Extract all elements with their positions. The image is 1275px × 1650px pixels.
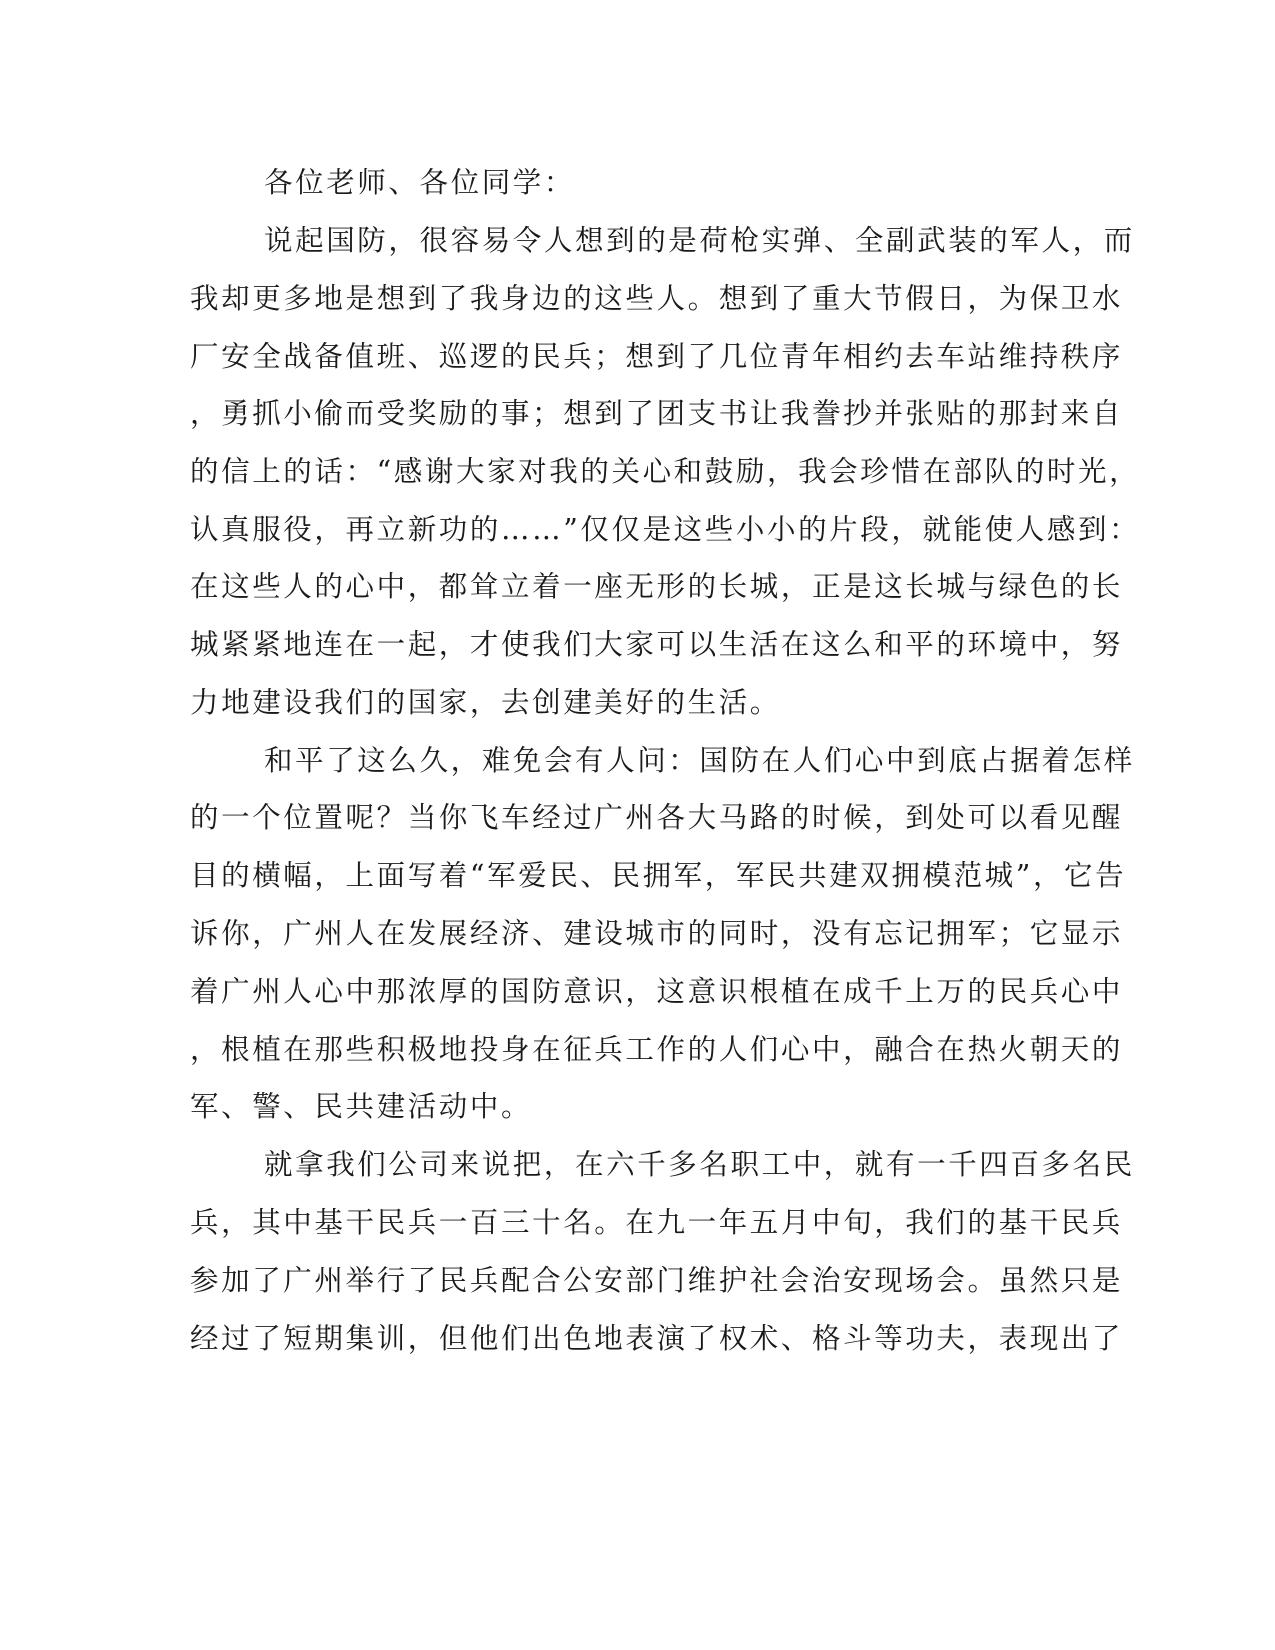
- paragraph-1-line-5: 的信上的话：“感谢大家对我的关心和鼓励，我会珍惜在部队的时光，: [190, 455, 1141, 488]
- paragraph-1-line-9: 力地建设我们的国家，去创建美好的生活。: [190, 686, 781, 719]
- paragraph-2-line-2: 的一个位置呢？当你飞车经过广州各大马路的时候，到处可以看见醒: [190, 801, 1124, 834]
- paragraph-3-line-1: 就拿我们公司来说把，在六千多名职工中，就有一千四百多名民: [264, 1148, 1135, 1181]
- paragraph-2-line-4: 诉你，广州人在发展经济、建设城市的同时，没有忘记拥军；它显示: [190, 917, 1124, 950]
- paragraph-2-line-6: ，根植在那些积极地投身在征兵工作的人们心中，融合在热火朝天的: [190, 1033, 1124, 1066]
- paragraph-1-line-3: 厂安全战备值班、巡逻的民兵；想到了几位青年相约去车站维持秩序: [190, 340, 1124, 373]
- paragraph-2-line-5: 着广州人心中那浓厚的国防意识，这意识根植在成千上万的民兵心中: [190, 975, 1124, 1008]
- paragraph-3-line-4: 经过了短期集训，但他们出色地表演了权术、格斗等功夫，表现出了: [190, 1322, 1124, 1355]
- paragraph-2-line-3: 目的横幅，上面写着“军爱民、民拥军，军民共建双拥模范城”，它告: [190, 859, 1127, 892]
- paragraph-1-line-8: 城紧紧地连在一起，才使我们大家可以生活在这么和平的环境中，努: [190, 628, 1124, 661]
- paragraph-3-line-2: 兵，其中基干民兵一百三十名。在九一年五月中旬，我们的基干民兵: [190, 1206, 1124, 1239]
- paragraph-1-line-6: 认真服役，再立新功的……”仅仅是这些小小的片段，就能使人感到：: [190, 513, 1141, 546]
- salutation: 各位老师、各位同学：: [264, 166, 576, 199]
- paragraph-1-line-2: 我却更多地是想到了我身边的这些人。想到了重大节假日，为保卫水: [190, 282, 1124, 315]
- paragraph-2-line-1: 和平了这么久，难免会有人问：国防在人们心中到底占据着怎样: [264, 744, 1135, 777]
- paragraph-2-line-7: 军、警、民共建活动中。: [190, 1090, 533, 1123]
- paragraph-3-line-3: 参加了广州举行了民兵配合公安部门维护社会治安现场会。虽然只是: [190, 1264, 1124, 1297]
- paragraph-1-line-7: 在这些人的心中，都耸立着一座无形的长城，正是这长城与绿色的长: [190, 570, 1124, 603]
- paragraph-1-line-4: ，勇抓小偷而受奖励的事；想到了团支书让我誊抄并张贴的那封来自: [190, 397, 1124, 430]
- paragraph-1-line-1: 说起国防，很容易令人想到的是荷枪实弹、全副武装的军人，而: [264, 224, 1135, 257]
